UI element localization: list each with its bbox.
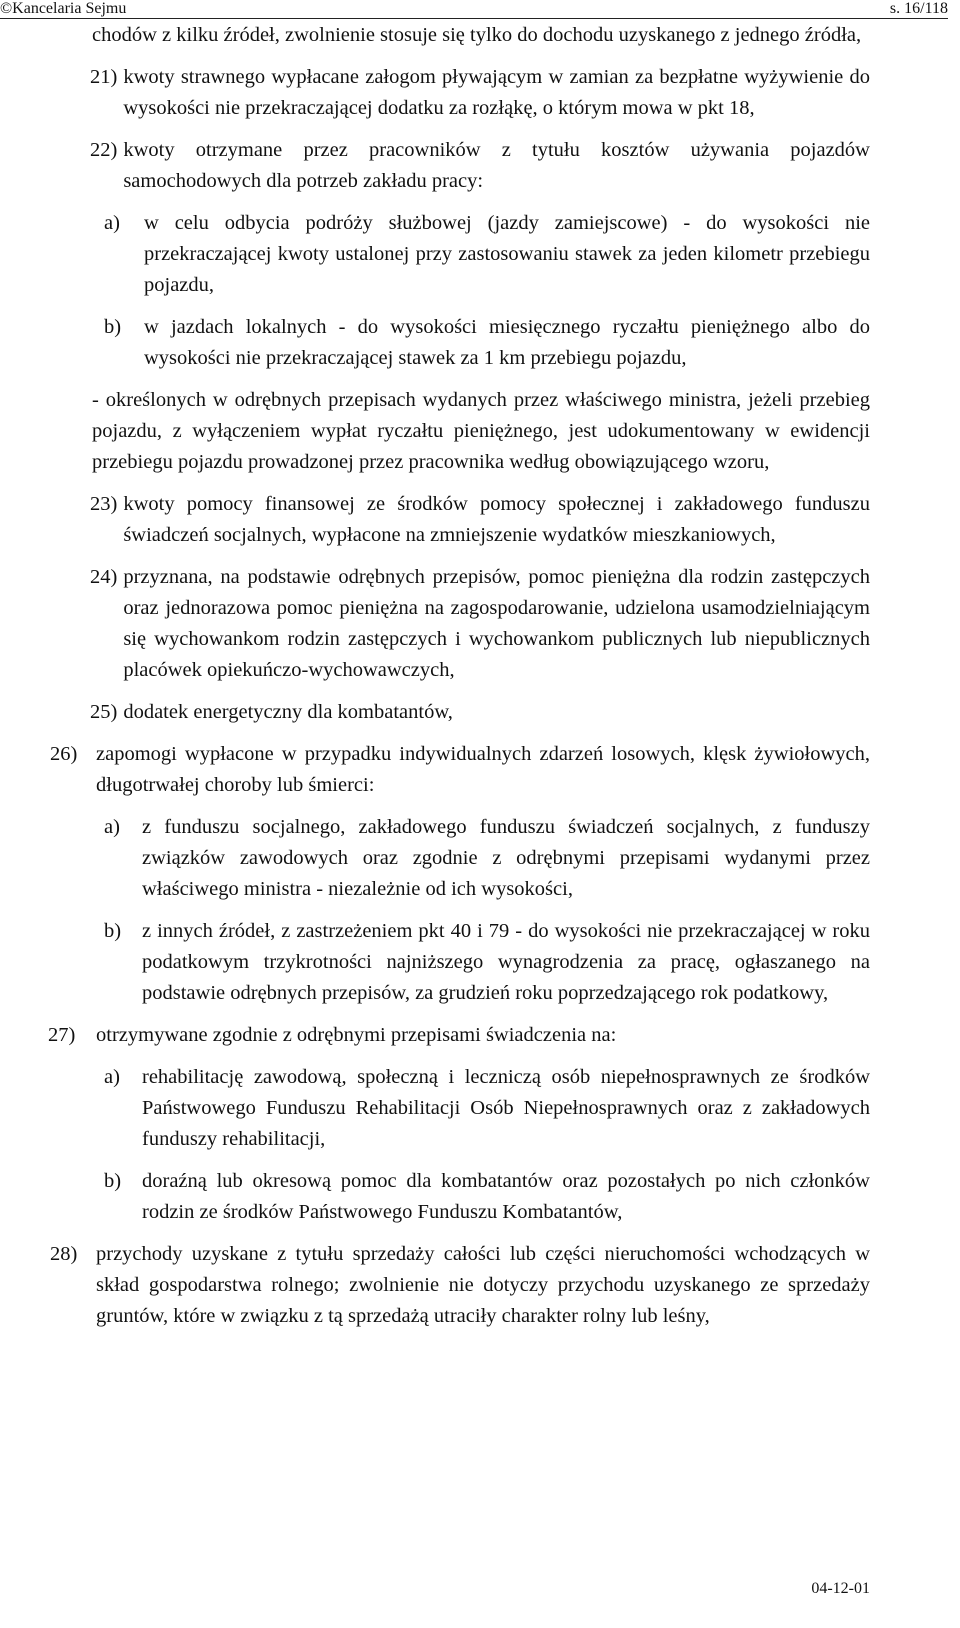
- point-number: 23): [90, 493, 118, 515]
- subpoint-text: w jazdach lokalnych - do wysokości miesięcznego ryczałtu pieniężnego albo do wysokości nie przekraczającej stawek za 1 km przebiegu pojazdu,: [144, 316, 870, 369]
- header-copyright: ©Kancelaria Sejmu: [0, 0, 127, 17]
- point-number: 21): [90, 66, 118, 88]
- point-number: 28): [50, 1243, 78, 1265]
- point-text: dodatek energetyczny dla kombatantów,: [123, 701, 453, 723]
- page-number: s. 16/118: [889, 0, 948, 17]
- continuation-paragraph: chodów z kilku źródeł, zwolnienie stosuje się tylko do dochodu uzyskanego z jednego źródła,: [92, 24, 862, 46]
- point-text: otrzymywane zgodnie z odrębnymi przepisami świadczenia na:: [96, 1024, 617, 1046]
- document-date: 04-12-01: [811, 1580, 870, 1597]
- subpoint-text: z innych źródeł, z zastrzeżeniem pkt 40 i 79 - do wysokości nie przekraczającej w roku podatkowym trzykrotności najniższego wynagrodzenia za pracę, ogłaszanego na podstawie odrębnych przepisów, za grudzień roku poprzedzającego rok podatkowy,: [142, 920, 870, 1004]
- point-number: 22): [90, 139, 118, 161]
- subpoint-text: w celu odbycia podróży służbowej (jazdy zamiejscowe) - do wysokości nie przekraczającej kwoty ustalonej przy zastosowaniu stawek za jeden kilometr przebiegu pojazdu,: [144, 212, 870, 296]
- point-27-a: [92, 1062, 870, 1155]
- point-text: przyznana, na podstawie odrębnych przepisów, pomoc pieniężna dla rodzin zastępczych oraz jednorazowa pomoc pieniężna na zagospodarowanie, udzielona usamodzielniającym się wychowankom rodzin zastępczych i wychowankom publicznych lub niepublicznych placówek opiekuńczo-wychowawczych,: [123, 566, 870, 681]
- subpoint-text: z funduszu socjalnego, zakładowego funduszu świadczeń socjalnych, z funduszy związków zawodowych oraz zgodnie z odrębnymi przepisami wydanymi przez właściwego ministra - niezależnie od ich wysokości,: [142, 816, 870, 900]
- point-27: [48, 1020, 870, 1051]
- subpoint-letter: b): [104, 920, 122, 942]
- subpoint-letter: b): [104, 316, 122, 338]
- point-number: 27): [48, 1024, 76, 1046]
- point-text: zapomogi wypłacone w przypadku indywidualnych zdarzeń losowych, klęsk żywiołowych, długotrwałej choroby lub śmierci:: [96, 743, 870, 796]
- point-28: [50, 1239, 870, 1332]
- subpoint-text: doraźną lub okresową pomoc dla kombatantów oraz pozostałych po nich członków rodzin ze środków Państwowego Funduszu Kombatantów,: [142, 1170, 870, 1223]
- point-26: [50, 739, 870, 801]
- point-26-a: [92, 812, 870, 905]
- document-body: [48, 20, 870, 1332]
- point-26-b: [92, 916, 870, 1009]
- point-22-b: [92, 312, 870, 374]
- point-number: 25): [90, 701, 118, 723]
- subpoint-letter: a): [104, 212, 120, 234]
- point-23: [90, 489, 870, 551]
- header-divider: [0, 18, 948, 19]
- point-text: kwoty strawnego wypłacane załogom pływającym w zamian za bezpłatne wyżywienie do wysokości nie przekraczającej dodatku za rozłąkę, o którym mowa w pkt 18,: [123, 66, 870, 119]
- point-22-tail: - określonych w odrębnych przepisach wydanych przez właściwego ministra, jeżeli przebieg pojazdu, z wyłączeniem wypłat ryczałtu pieniężnego, jest udokumentowany w ewidencji przebiegu pojazdu prowadzonej przez pracownika według obowiązującego wzoru,: [92, 389, 870, 473]
- point-number: 24): [90, 566, 118, 588]
- point-27-b: [92, 1166, 870, 1228]
- point-22-a: [92, 208, 870, 301]
- subpoint-letter: a): [104, 816, 120, 838]
- point-24: [90, 562, 870, 686]
- point-text: kwoty otrzymane przez pracowników z tytułu kosztów używania pojazdów samochodowych dla potrzeb zakładu pracy:: [123, 139, 870, 192]
- point-25: [90, 697, 870, 728]
- point-21: [90, 62, 870, 124]
- point-text: kwoty pomocy finansowej ze środków pomocy społecznej i zakładowego funduszu świadczeń socjalnych, wypłacone na zmniejszenie wydatków mieszkaniowych,: [123, 493, 870, 546]
- subpoint-letter: b): [104, 1170, 122, 1192]
- point-text: przychody uzyskane z tytułu sprzedaży całości lub części nieruchomości wchodzących w skład gospodarstwa rolnego; zwolnienie nie dotyczy przychodu uzyskanego ze sprzedaży gruntów, które w związku z tą sprzedażą utraciły charakter rolny lub leśny,: [96, 1243, 870, 1327]
- subpoint-letter: a): [104, 1066, 120, 1088]
- subpoint-text: rehabilitację zawodową, społeczną i leczniczą osób niepełnosprawnych ze środków Państwowego Funduszu Rehabilitacji Osób Niepełnosprawnych oraz z zakładowych funduszy rehabilitacji,: [142, 1066, 870, 1150]
- point-22: [90, 135, 870, 197]
- point-number: 26): [50, 743, 78, 765]
